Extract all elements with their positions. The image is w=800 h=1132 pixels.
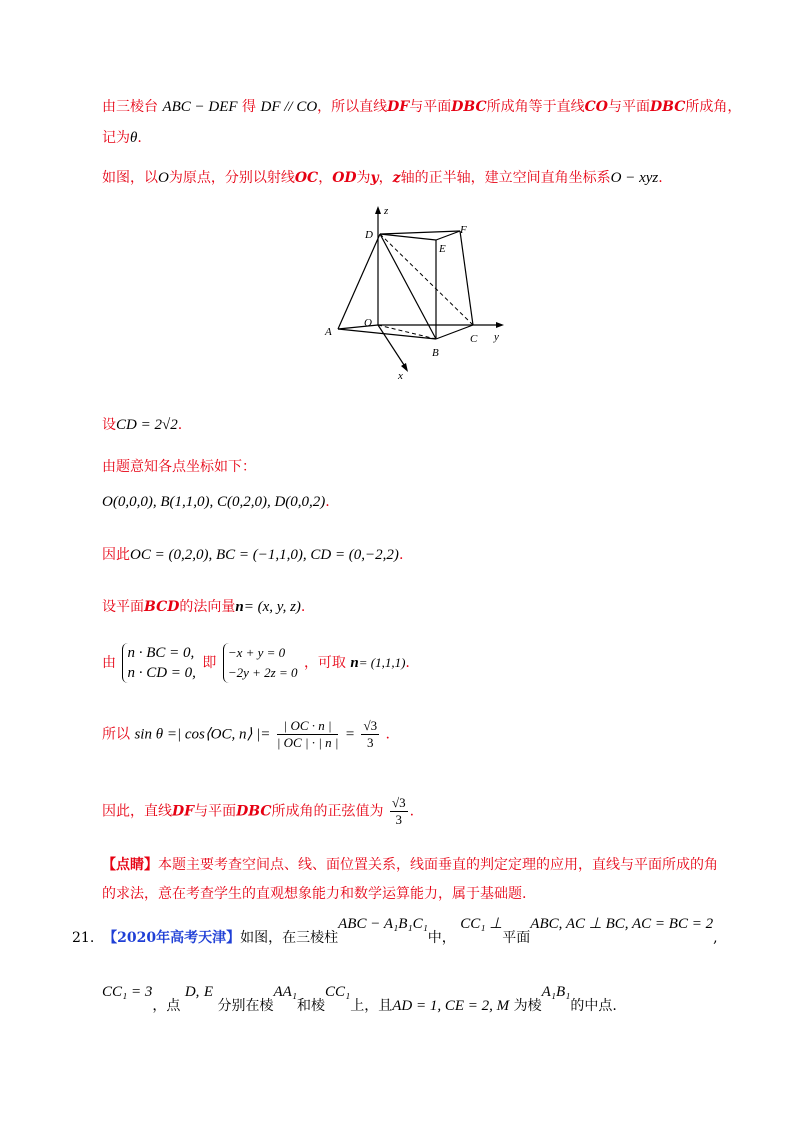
label-z: z <box>384 205 389 217</box>
label-O: O <box>364 317 372 329</box>
q21-source-tag: 【2020年高考天津】 <box>103 930 241 946</box>
edge-DE <box>380 234 436 240</box>
text-sine: 所以 sin θ =| cos⟨OC, n⟩ |= $\frac{| OC \cdot n |}{| OC | \cdot | n |}$ = $\frac{√3}{3}$ . <box>102 718 390 750</box>
label-x: x <box>398 370 403 382</box>
q21-line-1: 21. 【2020年高考天津】如图，在三棱柱ABC − A₁B₁C₁中， CC₁ ⊥平面ABC, AC ⊥ BC, AC = BC = 2, <box>72 916 718 946</box>
z-arrow <box>375 206 381 214</box>
fraction-answer: $\frac{√3}{3}$ <box>391 795 406 827</box>
text-normal: 设平面BCD的法向量n= (x, y, z). <box>102 599 306 615</box>
dashed-OB <box>378 325 436 339</box>
text-line-1: 由三棱台 ABC − DEF 得 DF // CO，所以直线DF与平面DBC所成角等于直线CO与平面DBC所成角， <box>102 99 742 115</box>
dashed-DC <box>380 234 473 325</box>
system-left: n · BC = 0, n · CD = 0, <box>122 643 195 683</box>
x-axis <box>378 325 406 368</box>
edge-AB <box>338 329 436 339</box>
edge-FC <box>460 231 473 325</box>
fraction-result: $\frac{√3}{3}$ <box>363 718 378 750</box>
label-D: D <box>365 229 373 241</box>
edge-DB <box>380 234 436 339</box>
label-E: E <box>439 243 446 255</box>
text-coords-intro: 由题意知各点坐标如下： <box>102 459 256 475</box>
comment-line-1: 【点睛】本题主要考查空间点、线、面位置关系，线面垂直的判定定理的应用，直线与平面所成的角 <box>102 857 718 873</box>
y-arrow <box>496 322 504 328</box>
edge-BC <box>436 325 473 339</box>
label-A: A <box>325 326 332 338</box>
text-vectors: 因此OC = (0,2,0), BC = (−1,1,0), CD = (0,−2,2). <box>102 547 404 563</box>
geometry-figure <box>310 196 510 382</box>
text-conclusion: 因此，直线DF与平面DBC所成角的正弦值为 $\frac{√3}{3}$ . <box>102 795 415 827</box>
label-F: F <box>460 224 467 236</box>
q21-line-2: CC₁ = 3，点 D, E 分别在棱AA₁和棱CC₁上，且AD = 1, CE = 2, M 为棱A₁B₁的中点. <box>102 984 617 1014</box>
math-df-parallel-co: DF // CO <box>260 99 318 115</box>
text-coords: O(0,0,0), B(1,1,0), C(0,2,0), D(0,0,2). <box>102 494 330 510</box>
label-C: C <box>470 333 478 345</box>
comment-line-2: 的求法，意在考查学生的直观想象能力和数学运算能力，属于基础题. <box>102 886 527 902</box>
math-abc-def: ABC − DEF <box>162 99 238 115</box>
text-line-2: 记为θ. <box>102 130 142 146</box>
system-right: −x + y = 0 −2y + 2z = 0 <box>223 643 298 683</box>
text-line-3: 如图，以O为原点，分别以射线OC，OD为y，z轴的正半轴，建立空间直角坐标系O − xyz. <box>102 170 663 186</box>
text-system: 由 n · BC = 0, n · CD = 0, 即 −x + y = 0 −2y + 2z = 0 ，可取 n= (1,1,1). <box>102 645 410 681</box>
comment-tag: 【点睛】 <box>102 857 158 873</box>
label-B: B <box>432 347 439 359</box>
edge-DF <box>380 231 460 234</box>
label-y: y <box>494 331 499 343</box>
edge-AO <box>338 325 378 329</box>
edge-DA <box>338 234 380 329</box>
fraction-cos: $\frac{| OC \cdot n |}{| OC | \cdot | n |}$ <box>276 718 339 750</box>
text-cd: 设CD = 2√2. <box>102 417 183 433</box>
